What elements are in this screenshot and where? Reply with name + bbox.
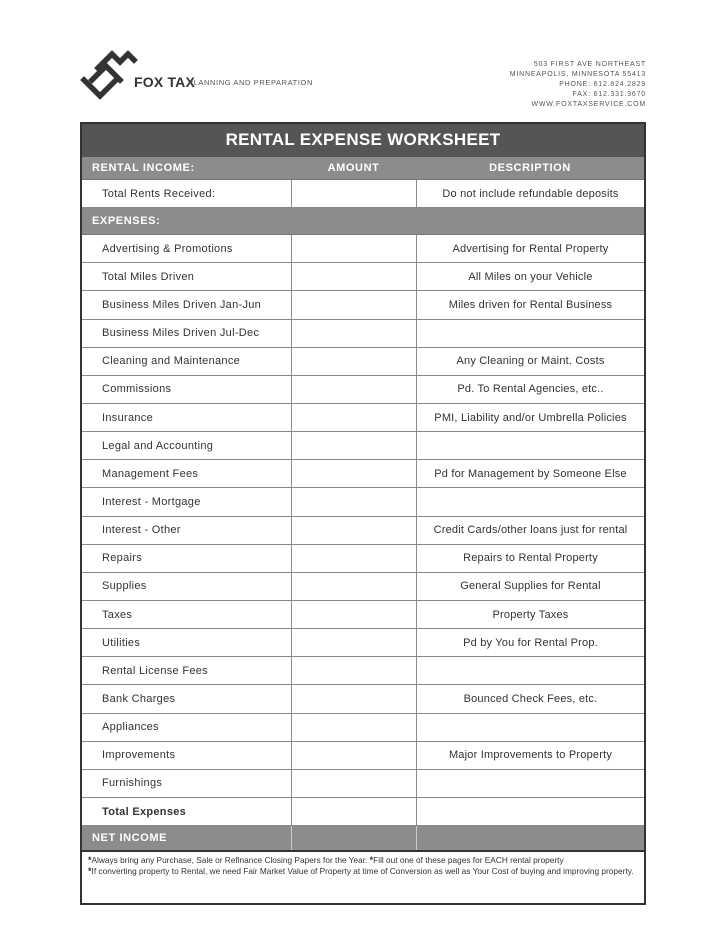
- expense-row: [82, 629, 644, 657]
- brand-tagline: PLANNING AND PREPARATION: [188, 78, 313, 87]
- net-income-row: [82, 826, 644, 852]
- expense-row: [82, 488, 644, 516]
- expense-description: General Supplies for Rental: [416, 573, 644, 600]
- expense-amount-field[interactable]: [291, 348, 416, 375]
- fox-tax-logo-icon: [78, 46, 138, 102]
- expense-description: [416, 770, 644, 797]
- worksheet-table: [82, 157, 644, 878]
- expense-label: Management Fees: [102, 467, 199, 480]
- expense-label: Appliances: [102, 721, 159, 734]
- expense-amount-field[interactable]: [291, 460, 416, 487]
- expense-amount-field[interactable]: [291, 263, 416, 290]
- column-header-income: RENTAL INCOME:: [92, 162, 195, 174]
- expense-amount-field[interactable]: [291, 235, 416, 262]
- income-label: Total Rents Received:: [102, 187, 216, 200]
- expense-row: [82, 685, 644, 713]
- income-row: [82, 180, 644, 208]
- company-address: [510, 60, 646, 110]
- address-website: WWW.FOXTAXSERVICE.COM: [531, 101, 646, 108]
- net-income-description: [416, 826, 644, 850]
- expense-row: [82, 742, 644, 770]
- expense-amount-field[interactable]: [291, 404, 416, 431]
- expense-description: Any Cleaning or Maint. Costs: [416, 348, 644, 375]
- address-phone: PHONE: 612.824.2829: [559, 81, 646, 88]
- expense-row: [82, 235, 644, 263]
- expense-amount-field[interactable]: [291, 573, 416, 600]
- column-header-description: DESCRIPTION: [489, 162, 571, 174]
- expense-label: Commissions: [102, 383, 172, 396]
- expense-description: [416, 488, 644, 515]
- column-header-amount: AMOUNT: [327, 162, 380, 174]
- expense-label: Interest - Other: [102, 524, 181, 537]
- expense-amount-field[interactable]: [291, 770, 416, 797]
- expense-row: [82, 517, 644, 545]
- expense-label: Cleaning and Maintenance: [102, 355, 241, 368]
- expense-amount-field[interactable]: [291, 488, 416, 515]
- column-header-row: [82, 157, 644, 180]
- expense-label: Taxes: [102, 608, 133, 621]
- expense-amount-field[interactable]: [291, 601, 416, 628]
- note-each-property: Fill out one of these pages for EACH rental property: [373, 855, 564, 866]
- expense-amount-field[interactable]: [291, 714, 416, 741]
- expense-amount-field[interactable]: [291, 629, 416, 656]
- expense-label: Furnishings: [102, 777, 163, 790]
- expense-description: Pd. To Rental Agencies, etc..: [416, 376, 644, 403]
- expense-row: [82, 263, 644, 291]
- expense-label: Bank Charges: [102, 692, 176, 705]
- expense-description: Pd by You for Rental Prop.: [416, 629, 644, 656]
- expense-row: [82, 657, 644, 685]
- expense-description: [416, 714, 644, 741]
- address-city: MINNEAPOLIS, MINNESOTA 55413: [509, 71, 646, 78]
- expense-amount-field[interactable]: [291, 291, 416, 318]
- expense-label: Improvements: [102, 749, 176, 762]
- expense-amount-field[interactable]: [291, 517, 416, 544]
- expense-description: Major Improvements to Property: [416, 742, 644, 769]
- total-expenses-row: [82, 798, 644, 826]
- expense-description: Repairs to Rental Property: [416, 545, 644, 572]
- bullet-star-icon: *: [88, 855, 92, 866]
- expense-description: [416, 432, 644, 459]
- expense-rows: [82, 235, 644, 798]
- expense-label: Advertising & Promotions: [102, 242, 233, 255]
- worksheet-title: RENTAL EXPENSE WORKSHEET: [82, 124, 644, 157]
- expense-label: Rental License Fees: [102, 664, 208, 677]
- expense-label: Total Miles Driven: [102, 270, 195, 283]
- expense-description: Property Taxes: [416, 601, 644, 628]
- expense-description: [416, 657, 644, 684]
- expense-row: [82, 376, 644, 404]
- bullet-star-icon: *: [369, 855, 374, 866]
- expense-row: [82, 291, 644, 319]
- net-income-amount-field[interactable]: [291, 826, 416, 850]
- brand-name: FOX TAX: [134, 74, 196, 90]
- expense-row: [82, 545, 644, 573]
- expense-row: [82, 320, 644, 348]
- expense-amount-field[interactable]: [291, 545, 416, 572]
- income-description: Do not include refundable deposits: [416, 180, 644, 207]
- expense-row: [82, 714, 644, 742]
- expenses-section-header: [82, 208, 644, 235]
- rental-expense-worksheet: [80, 122, 646, 905]
- income-amount-field[interactable]: [291, 180, 416, 207]
- net-income-label: NET INCOME: [92, 832, 168, 845]
- expense-label: Business Miles Driven Jan-Jun: [102, 298, 262, 311]
- address-fax: FAX: 612.331.3670: [572, 91, 646, 98]
- expense-label: Supplies: [102, 580, 147, 593]
- expense-description: PMI, Liability and/or Umbrella Policies: [416, 404, 644, 431]
- expense-row: [82, 432, 644, 460]
- expense-row: [82, 460, 644, 488]
- expense-amount-field[interactable]: [291, 657, 416, 684]
- total-expenses-amount-field[interactable]: [291, 798, 416, 825]
- letterhead: [0, 0, 728, 118]
- expense-label: Utilities: [102, 636, 141, 649]
- expense-amount-field[interactable]: [291, 376, 416, 403]
- expense-description: Advertising for Rental Property: [416, 235, 644, 262]
- total-expenses-description: [416, 798, 644, 825]
- total-expenses-label: Total Expenses: [102, 805, 187, 818]
- expenses-header-label: EXPENSES:: [92, 215, 161, 228]
- expense-row: [82, 601, 644, 629]
- expense-label: Business Miles Driven Jul-Dec: [102, 327, 260, 340]
- note-closing-papers: Always bring any Purchase, Sale or Refinance Closing Papers for the Year.: [91, 855, 368, 866]
- expense-label: Repairs: [102, 552, 143, 565]
- expense-description: Pd for Management by Someone Else: [416, 460, 644, 487]
- address-street: 503 FIRST AVE NORTHEAST: [533, 61, 646, 68]
- expense-amount-field[interactable]: [291, 432, 416, 459]
- expense-amount-field[interactable]: [291, 685, 416, 712]
- expense-amount-field[interactable]: [291, 320, 416, 347]
- expense-description: All Miles on your Vehicle: [416, 263, 644, 290]
- expense-description: Miles driven for Rental Business: [416, 291, 644, 318]
- expense-description: [416, 320, 644, 347]
- expense-row: [82, 348, 644, 376]
- expense-row: [82, 573, 644, 601]
- expense-label: Interest - Mortgage: [102, 495, 201, 508]
- bullet-star-icon: *: [88, 866, 92, 877]
- expense-row: [82, 404, 644, 432]
- expense-description: Bounced Check Fees, etc.: [416, 685, 644, 712]
- worksheet-notes: [82, 852, 644, 877]
- note-converting-property: If converting property to Rental, we need Fair Market Value of Property at time of Conversion as well as Your Cost of buying and improving property.: [91, 866, 634, 877]
- expense-amount-field[interactable]: [291, 742, 416, 769]
- expense-label: Insurance: [102, 411, 154, 424]
- expense-label: Legal and Accounting: [102, 439, 214, 452]
- expense-row: [82, 770, 644, 798]
- expense-description: Credit Cards/other loans just for rental: [416, 517, 644, 544]
